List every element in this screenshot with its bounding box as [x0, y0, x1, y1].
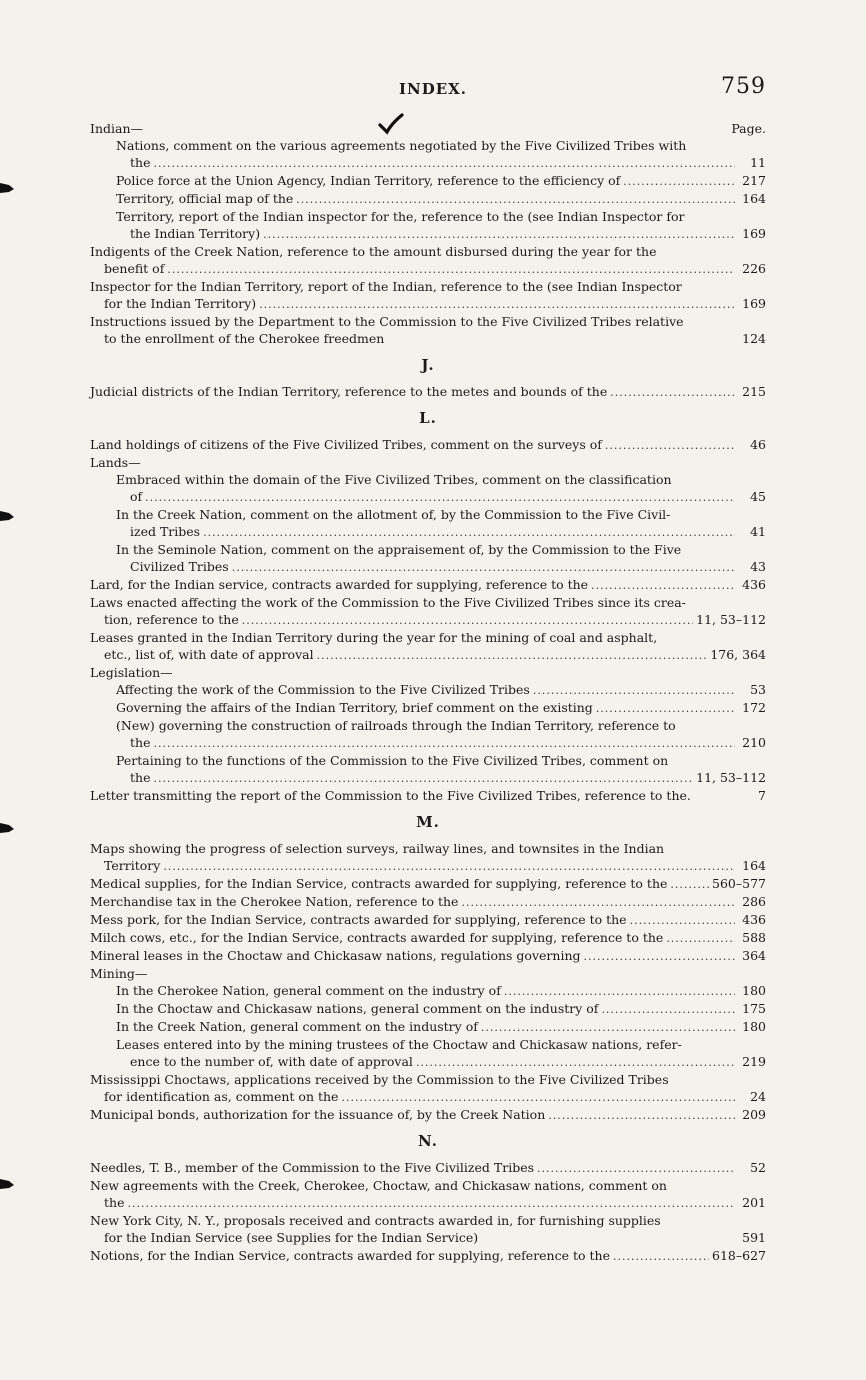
entry-text: to the enrollment of the Cherokee freedmen — [104, 331, 385, 346]
entry-text: Instructions issued by the Department to the Commission to the Five Civilized Tribes relative — [90, 314, 684, 329]
index-entry — [90, 1212, 766, 1247]
index-entry — [90, 787, 766, 805]
entry-text: Indigents of the Creek Nation, reference to the amount disbursed during the year for the — [90, 244, 657, 259]
dot-leader — [610, 384, 735, 401]
section-letter: L. — [419, 409, 437, 427]
dot-leader — [481, 1019, 735, 1036]
index-subentry — [90, 208, 766, 243]
dot-leader — [596, 700, 735, 717]
index-entry — [90, 278, 766, 313]
entry-text: Mess pork, for the Indian Service, contracts awarded for supplying, reference to the — [90, 912, 627, 927]
dot-leader — [584, 948, 736, 965]
index-subentry — [90, 752, 766, 787]
dot-leader — [127, 1195, 735, 1212]
entry-text: New York City, N. Y., proposals received and contracts awarded in, for furnishing supplies — [90, 1213, 661, 1228]
index-entry — [90, 383, 766, 401]
dot-leader — [630, 912, 735, 929]
entry-text: Governing the affairs of the Indian Territory, brief comment on the existing — [116, 700, 593, 715]
dot-leader — [613, 1248, 709, 1265]
entry-text: the — [130, 155, 151, 170]
dot-leader — [145, 489, 735, 506]
entry-text: In the Creek Nation, comment on the allotment of, by the Commission to the Five Civil- — [116, 507, 671, 522]
dot-leader — [317, 647, 708, 664]
index-entry — [90, 875, 766, 893]
index-entry — [90, 1247, 766, 1265]
entry-text: Territory, report of the Indian inspector for the, reference to the (see Indian Inspector for — [116, 209, 685, 224]
index-entry — [90, 947, 766, 965]
entry-text: Territory — [104, 858, 161, 873]
page-reference: 618–627 — [712, 1248, 766, 1263]
page-reference: 591 — [742, 1230, 766, 1245]
entry-text: Leases granted in the Indian Territory during the year for the mining of coal and asphalt, — [90, 630, 658, 645]
entry-text: Affecting the work of the Commission to the Five Civilized Tribes — [116, 682, 530, 697]
entry-text: Needles, T. B., member of the Commission to the Five Civilized Tribes — [90, 1160, 535, 1175]
page-reference: 219 — [742, 1054, 766, 1069]
page-reference: 53 — [750, 682, 766, 697]
entry-text: In the Cherokee Nation, general comment on the industry of — [116, 983, 501, 998]
entry-text: Judicial districts of the Indian Territory, reference to the metes and bounds of the — [90, 384, 608, 399]
index-subentry — [90, 471, 766, 506]
entry-heading: Legislation— — [90, 665, 173, 680]
page-number: 759 — [721, 74, 766, 99]
entry-heading: Indian— — [90, 121, 143, 136]
index-entry — [90, 629, 766, 664]
dot-leader — [601, 1001, 735, 1018]
binding-tab-mark — [0, 180, 14, 196]
entry-text: Maps showing the progress of selection surveys, railway lines, and townsites in the Indian — [90, 841, 665, 856]
index-list — [90, 120, 766, 1265]
index-subentry — [90, 699, 766, 717]
index-subentry — [90, 190, 766, 208]
index-subentry — [90, 717, 766, 752]
index-subentry — [90, 541, 766, 576]
index-entry — [90, 120, 766, 137]
dot-leader — [461, 894, 735, 911]
entry-text: the — [130, 735, 151, 750]
page-reference: 11 — [750, 155, 766, 170]
dot-leader — [232, 559, 735, 576]
entry-text: New agreements with the Creek, Cherokee, Choctaw, and Chickasaw nations, comment on — [90, 1178, 667, 1193]
entry-text: Embraced within the domain of the Five Civilized Tribes, comment on the classification — [116, 472, 672, 487]
dot-leader — [605, 437, 735, 454]
entry-text: Medical supplies, for the Indian Service, contracts awarded for supplying, reference to the — [90, 876, 668, 891]
dot-leader — [623, 173, 735, 190]
entry-heading: Mining— — [90, 966, 148, 981]
page-reference: 24 — [750, 1089, 766, 1104]
entry-text: Milch cows, etc., for the Indian Service, contracts awarded for supplying, reference to the — [90, 930, 664, 945]
dot-leader — [203, 524, 735, 541]
entry-text: Mississippi Choctaws, applications received by the Commission to the Five Civilized Tribes — [90, 1072, 669, 1087]
entry-text: Nations, comment on the various agreements negotiated by the Five Civilized Tribes with — [116, 138, 687, 153]
entry-text: Civilized Tribes — [130, 559, 229, 574]
index-entry — [90, 929, 766, 947]
entry-text: Police force at the Union Agency, Indian Territory, reference to the efficiency of — [116, 173, 621, 188]
entry-text: In the Creek Nation, general comment on the industry of — [116, 1019, 478, 1034]
entry-text: Laws enacted affecting the work of the Commission to the Five Civilized Tribes since its crea- — [90, 595, 686, 610]
entry-text: the — [130, 770, 151, 785]
index-subentry — [90, 681, 766, 699]
index-entry — [90, 576, 766, 594]
page-reference: 560–577 — [712, 876, 766, 891]
page-reference: 45 — [750, 489, 766, 504]
page-reference: 436 — [742, 577, 766, 592]
index-entry — [90, 664, 766, 681]
index-entry — [90, 243, 766, 278]
index-subentry — [90, 506, 766, 541]
dot-leader — [533, 682, 735, 699]
index-entry — [90, 1159, 766, 1177]
page-reference: 180 — [742, 1019, 766, 1034]
binding-tab-mark — [0, 1176, 14, 1192]
entry-text: Pertaining to the functions of the Commission to the Five Civilized Tribes, comment on — [116, 753, 669, 768]
dot-leader — [263, 226, 735, 243]
page-reference: 286 — [742, 894, 766, 909]
entry-text: of — [130, 489, 143, 504]
section-letter: N. — [418, 1132, 438, 1150]
index-entry — [90, 840, 766, 875]
page-reference: 209 — [742, 1107, 766, 1122]
page-reference: 52 — [750, 1160, 766, 1175]
index-entry — [90, 911, 766, 929]
dot-leader — [537, 1160, 735, 1177]
dot-leader — [670, 876, 709, 893]
entry-text: (New) governing the construction of railroads through the Indian Territory, reference to — [116, 718, 676, 733]
index-entry — [90, 594, 766, 629]
entry-text: In the Choctaw and Chickasaw nations, general comment on the industry of — [116, 1001, 599, 1016]
page-reference: 217 — [742, 173, 766, 188]
page-reference: 46 — [750, 437, 766, 452]
page-reference: 164 — [742, 858, 766, 873]
dot-leader — [153, 735, 735, 752]
index-subentry — [90, 137, 766, 172]
index-entry — [90, 965, 766, 982]
page-column-label: Page. — [731, 121, 766, 136]
entry-text: Notions, for the Indian Service, contracts awarded for supplying, reference to the — [90, 1248, 610, 1263]
page-reference: 11, 53–112 — [696, 770, 766, 785]
entry-text: benefit of — [104, 261, 165, 276]
dot-leader — [153, 770, 693, 787]
index-subentry — [90, 172, 766, 190]
section-letter: J. — [421, 356, 435, 374]
dot-leader — [167, 261, 735, 278]
page-reference: 364 — [742, 948, 766, 963]
dot-leader — [242, 612, 693, 629]
page-reference: 588 — [742, 930, 766, 945]
section-letter: M. — [416, 813, 440, 831]
dot-leader — [153, 155, 735, 172]
page-reference: 41 — [750, 524, 766, 539]
dot-leader — [163, 858, 735, 875]
entry-text: for the Indian Service (see Supplies for the Indian Service) — [104, 1230, 479, 1245]
dot-leader — [666, 930, 735, 947]
index-entry — [90, 893, 766, 911]
entry-text: ence to the number of, with date of approval — [130, 1054, 413, 1069]
page-reference: 7 — [758, 788, 766, 803]
page-reference: 172 — [742, 700, 766, 715]
page-reference: 11, 53–112 — [696, 612, 766, 627]
page-reference: 164 — [742, 191, 766, 206]
index-entry — [90, 1106, 766, 1124]
index-entry — [90, 454, 766, 471]
entry-text: Lard, for the Indian service, contracts awarded for supplying, reference to the — [90, 577, 589, 592]
page-reference: 215 — [742, 384, 766, 399]
dot-leader — [548, 1107, 735, 1124]
page-reference: 180 — [742, 983, 766, 998]
index-subentry — [90, 1036, 766, 1071]
page-reference: 176, 364 — [710, 647, 766, 662]
entry-text: for the Indian Territory) — [104, 296, 257, 311]
dot-leader — [259, 296, 735, 313]
entry-text: Leases entered into by the mining trustees of the Choctaw and Chickasaw nations, refer- — [116, 1037, 682, 1052]
running-title: INDEX. — [398, 80, 468, 98]
entry-text: etc., list of, with date of approval — [104, 647, 314, 662]
index-entry — [90, 436, 766, 454]
index-subentry — [90, 982, 766, 1000]
page-reference: 169 — [742, 226, 766, 241]
entry-text: Merchandise tax in the Cherokee Nation, reference to the — [90, 894, 459, 909]
dot-leader — [296, 191, 735, 208]
page-reference: 124 — [742, 331, 766, 346]
binding-tab-mark — [0, 508, 14, 524]
index-subentry — [90, 1018, 766, 1036]
entry-text: Letter transmitting the report of the Commission to the Five Civilized Tribes, reference to the. — [90, 788, 691, 803]
dot-leader — [416, 1054, 735, 1071]
entry-text: In the Seminole Nation, comment on the appraisement of, by the Commission to the Five — [116, 542, 682, 557]
entry-text: the — [104, 1195, 125, 1210]
entry-text: Municipal bonds, authorization for the issuance of, by the Creek Nation — [90, 1107, 546, 1122]
entry-text: Mineral leases in the Choctaw and Chickasaw nations, regulations governing — [90, 948, 581, 963]
page-reference: 201 — [742, 1195, 766, 1210]
entry-text: tion, reference to the — [104, 612, 239, 627]
index-entry — [90, 1177, 766, 1212]
page-reference: 226 — [742, 261, 766, 276]
entry-text: Territory, official map of the — [116, 191, 294, 206]
page-reference: 43 — [750, 559, 766, 574]
page-reference: 210 — [742, 735, 766, 750]
dot-leader — [341, 1089, 735, 1106]
dot-leader — [591, 577, 735, 594]
page-reference: 169 — [742, 296, 766, 311]
entry-text: the Indian Territory) — [130, 226, 261, 241]
page-reference: 175 — [742, 1001, 766, 1016]
index-subentry — [90, 1000, 766, 1018]
entry-text: ized Tribes — [130, 524, 201, 539]
page-reference: 436 — [742, 912, 766, 927]
entry-text: for identification as, comment on the — [104, 1089, 339, 1104]
index-entry — [90, 1071, 766, 1106]
entry-text: Land holdings of citizens of the Five Civilized Tribes, comment on the surveys of — [90, 437, 602, 452]
entry-heading: Lands— — [90, 455, 141, 470]
entry-text: Inspector for the Indian Territory, report of the Indian, reference to the (see Indian Inspector — [90, 279, 682, 294]
binding-tab-mark — [0, 820, 14, 836]
dot-leader — [504, 983, 735, 1000]
index-entry — [90, 313, 766, 348]
